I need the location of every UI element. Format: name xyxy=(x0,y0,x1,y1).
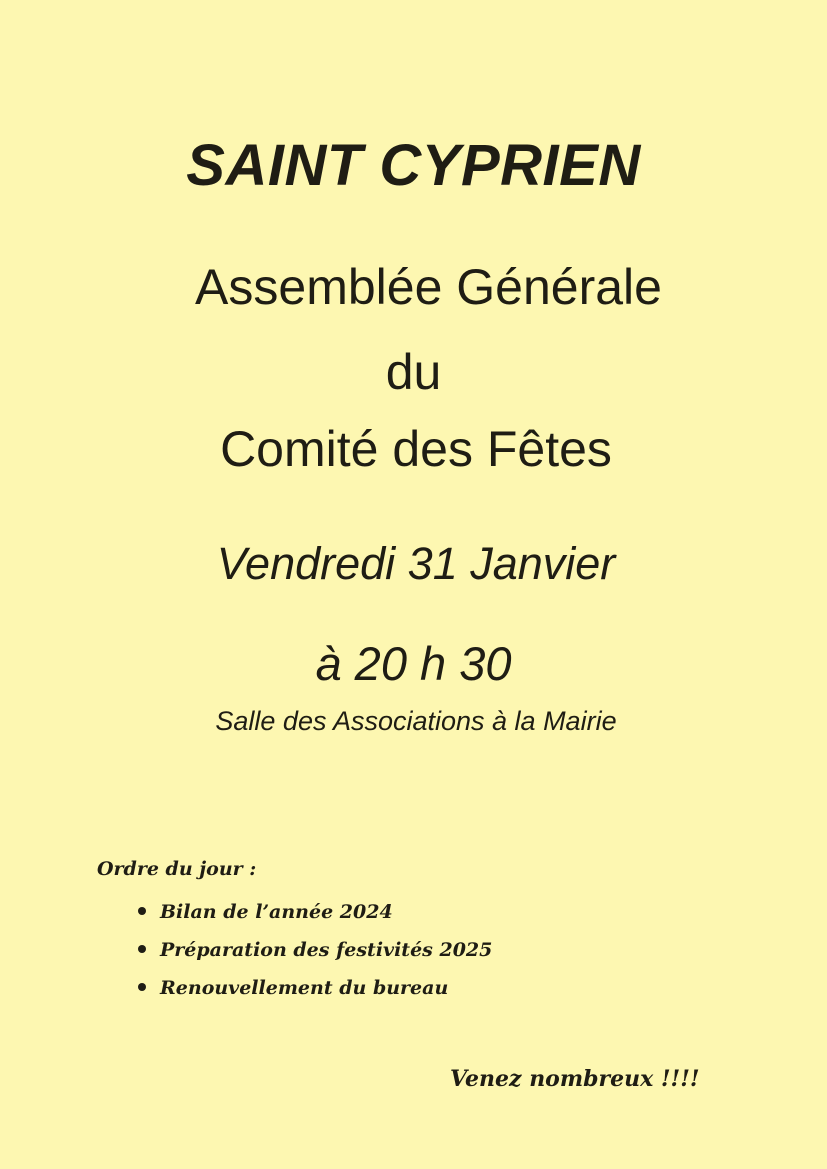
agenda-item xyxy=(138,973,492,1011)
agenda-title: Ordre du jour : xyxy=(97,858,257,880)
event-date: Vendredi 31 Janvier xyxy=(216,538,616,589)
poster-title: SAINT CYPRIEN xyxy=(186,133,641,198)
agenda-item xyxy=(138,897,492,935)
closing-call: Venez nombreux !!!! xyxy=(450,1066,700,1092)
bullet-icon xyxy=(138,907,146,915)
heading-line-comite: Comité des Fêtes xyxy=(220,421,612,477)
heading-line-du: du xyxy=(385,344,442,400)
heading-line-assemblee: Assemblée Générale xyxy=(195,259,662,315)
agenda-item-label: Préparation des festivités 2025 xyxy=(160,939,493,961)
bullet-icon xyxy=(138,983,146,991)
event-time: à 20 h 30 xyxy=(315,637,512,690)
agenda-list xyxy=(138,897,492,1011)
event-place: Salle des Associations à la Mairie xyxy=(215,706,617,736)
bullet-icon xyxy=(138,945,146,953)
agenda-item-label: Renouvellement du bureau xyxy=(160,977,449,999)
agenda-item xyxy=(138,935,492,973)
agenda-item-label: Bilan de l’année 2024 xyxy=(160,901,393,923)
